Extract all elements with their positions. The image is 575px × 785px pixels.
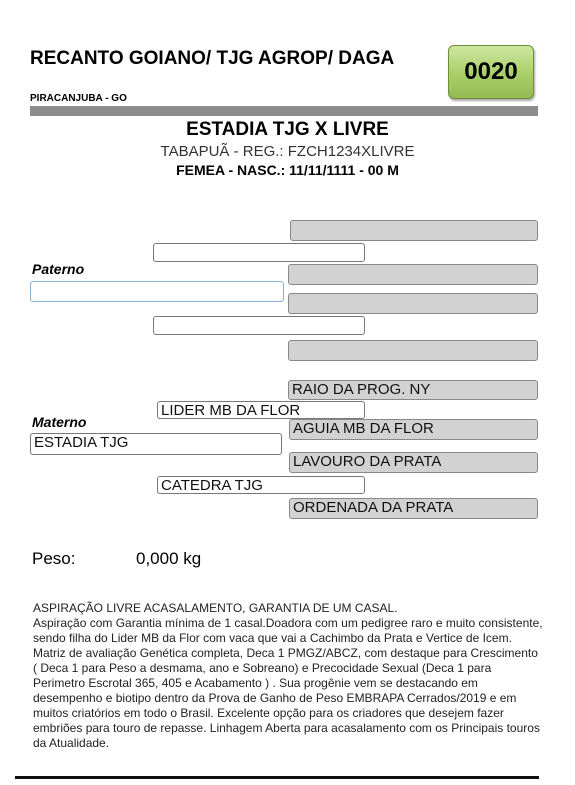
weight-label: Peso: xyxy=(32,549,76,568)
animal-sex-birth: FEMEA - NASC.: 11/11/1111 - 00 M xyxy=(176,162,399,178)
description-headline: ASPIRAÇÃO LIVRE ACASALAMENTO, GARANTIA DE UM CASAL. xyxy=(33,601,398,615)
paternal-label: Paterno xyxy=(32,261,85,277)
farm-city: PIRACANJUBA - GO xyxy=(30,93,127,104)
pedigree-sire-dam-sire[interactable] xyxy=(288,293,538,314)
pedigree-sire-dam[interactable] xyxy=(153,316,365,335)
weight-value: 0,000 kg xyxy=(136,549,202,568)
description-body: Aspiração com Garantia mínima de 1 casal.Doadora com um pedigree raro e muito consistente, sendo filha do Lider MB da Flor com vaca que vai a Cachimbo da Prata e Vertice de Icem. Matriz de avaliação Genética completa, Deca 1 PMGZ/ABCZ, com destaque para Crescimento ( Deca 1 para Peso a desmama, ano e Sobreano) e Precocidade Sexual (Deca 1 para Perimetro Escrotal 365, 405 e Acabamento ) . Sua progênie vem se destacando em desempenho e biotipo dentro da Prova de Ganho de Peso EMBRAPA Cerrados/2019 e em muitos criatórios em todo o Brasil. Excelente opção para os criadores que desejem fazer embriões para touro de repasse. Linhagem Aberta para acasalamento com os Principais touros da Atualidade. xyxy=(33,616,543,750)
pedigree-dam[interactable]: ESTADIA TJG xyxy=(30,433,282,455)
pedigree-dam-dam[interactable]: CATEDRA TJG xyxy=(157,476,365,494)
footer-divider xyxy=(15,776,539,779)
pedigree-dam-dam-dam[interactable]: ORDENADA DA PRATA xyxy=(289,498,538,519)
pedigree-dam-sire[interactable]: LIDER MB DA FLOR xyxy=(157,401,365,419)
maternal-label: Materno xyxy=(32,414,87,430)
pedigree-sire-sire-dam[interactable] xyxy=(288,264,538,285)
pedigree-sire[interactable] xyxy=(30,281,284,302)
animal-name: ESTADIA TJG X LIVRE xyxy=(186,119,389,140)
pedigree-sire-dam-dam[interactable] xyxy=(288,340,538,361)
lot-number-badge: 0020 xyxy=(448,45,534,99)
farm-name: RECANTO GOIANO/ TJG AGROP/ DAGA xyxy=(30,48,395,69)
pedigree-dam-sire-sire[interactable]: RAIO DA PROG. NY xyxy=(288,380,538,400)
description-text xyxy=(33,601,545,751)
animal-registration: TABAPUÃ - REG.: FZCH1234XLIVRE xyxy=(160,143,415,160)
header-divider xyxy=(30,106,538,116)
pedigree-dam-dam-sire[interactable]: LAVOURO DA PRATA xyxy=(289,452,538,473)
pedigree-sire-sire[interactable] xyxy=(153,243,365,262)
pedigree-sire-sire-sire[interactable] xyxy=(290,220,538,241)
pedigree-dam-sire-dam[interactable]: AGUIA MB DA FLOR xyxy=(289,419,538,440)
